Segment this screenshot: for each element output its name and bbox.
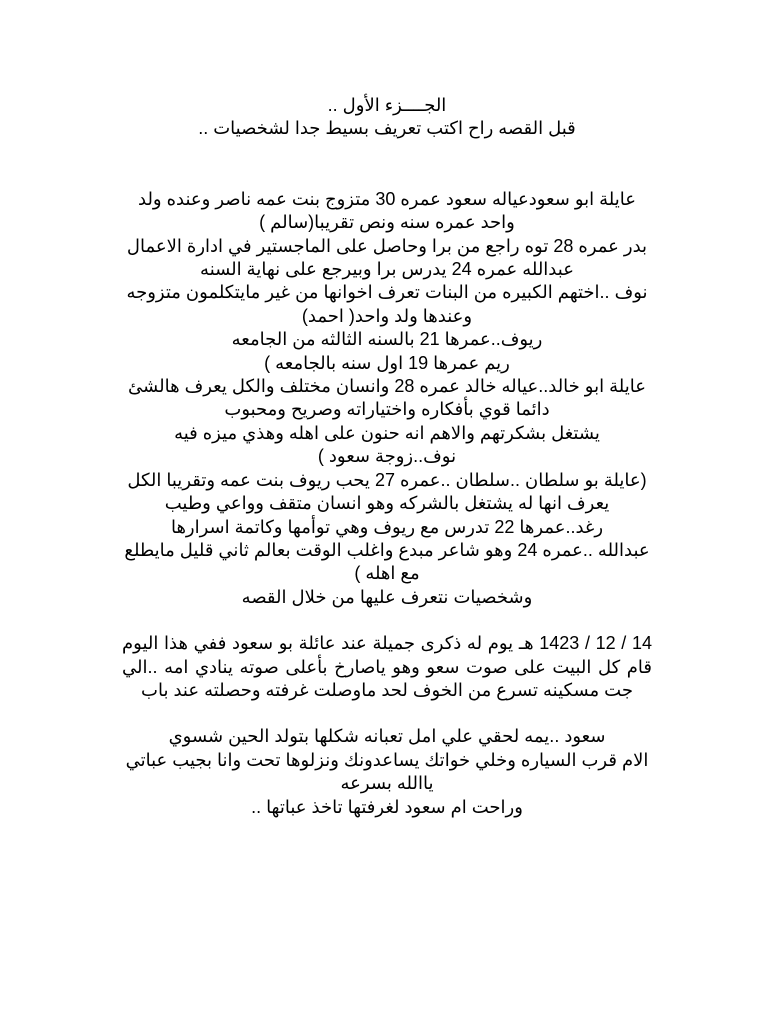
spacer	[122, 609, 652, 632]
document-body	[122, 94, 652, 819]
spacer	[122, 141, 652, 188]
spacer	[122, 702, 652, 725]
character-line: عبدالله ..عمره 24 وهو شاعر مبدع واغلب الوقت بعالم ثاني قليل مايطلع مع اهله )	[124, 539, 650, 584]
character-line: ريوف..عمرها 21 بالسنه الثالثه من الجامعه	[231, 329, 543, 350]
story-line: وراحت ام سعود لغرفتها تاخذ عباتها ..	[251, 796, 523, 817]
character-line: عايلة ابو خالد..عياله خالد عمره 28 وانسان مختلف والكل يعرف هالشئ دائما قوي بأفكاره واختياراته وصريح ومحبوب	[128, 376, 646, 420]
intro-line: قبل القصه راح اكتب تعريف بسيط جدا لشخصيات ..	[198, 118, 576, 139]
character-line: وشخصيات نتعرف عليها من خلال القصه	[241, 586, 533, 607]
story-line: الام قرب السياره وخلي خواتك يساعدونك ونزلوها تحت وانا بجيب عباتي ياالله بسرعه	[125, 749, 649, 794]
character-line: (عايلة بو سلطان ..سلطان ..عمره 27 يحب ريوف بنت عمه وتقريبا الكل يعرف انها له يشتغل بالشركه وهو انسان متقف وواعي وطيب	[127, 469, 647, 514]
character-line: عبدالله عمره 24 يدرس برا وبيرجع على نهاية السنه	[200, 259, 574, 280]
character-line: رغد..عمرها 22 تدرس مع ريوف وهي توأمها وكاتمة اسرارها	[170, 516, 604, 537]
character-line: نوف..زوجة سعود )	[317, 446, 457, 467]
character-line: عايلة ابو سعودعياله سعود عمره 30 متزوج بنت عمه ناصر وعنده ولد واحد عمره سنه ونص تقريبا(سالم )	[138, 188, 636, 233]
story-line: سعود ..يمه لحقي علي امل تعبانه شكلها بتولد الحين شسوي	[168, 726, 606, 747]
story-paragraph: 14 / 12 / 1423 هـ يوم له ذكرى جميلة عند عائلة بو سعود ففي هذا اليوم قام كل البيت على صوت سعو وهو ياصارخ بأعلى صوته ينادي امه ..الي جت مسكينه تسرع من الخوف لحد ماوصلت غرفته وحصلته عند باب	[122, 633, 652, 700]
character-line: نوف ..اختهم الكبيره من البنات تعرف اخوانها من غير مايتكلمون متزوجه وعندها ولد واحد( احمد)	[126, 282, 648, 326]
character-line: يشتغل بشكرتهم والاهم انه حنون على اهله وهذي ميزه فيه	[174, 422, 600, 443]
part-heading: الجــــزء الأول ..	[327, 95, 447, 115]
character-line: بدر عمره 28 توه راجع من برا وحاصل على الماجستير في ادارة الاعمال	[126, 235, 648, 256]
character-line: ريم عمرها 19 اول سنه بالجامعه )	[264, 352, 510, 373]
